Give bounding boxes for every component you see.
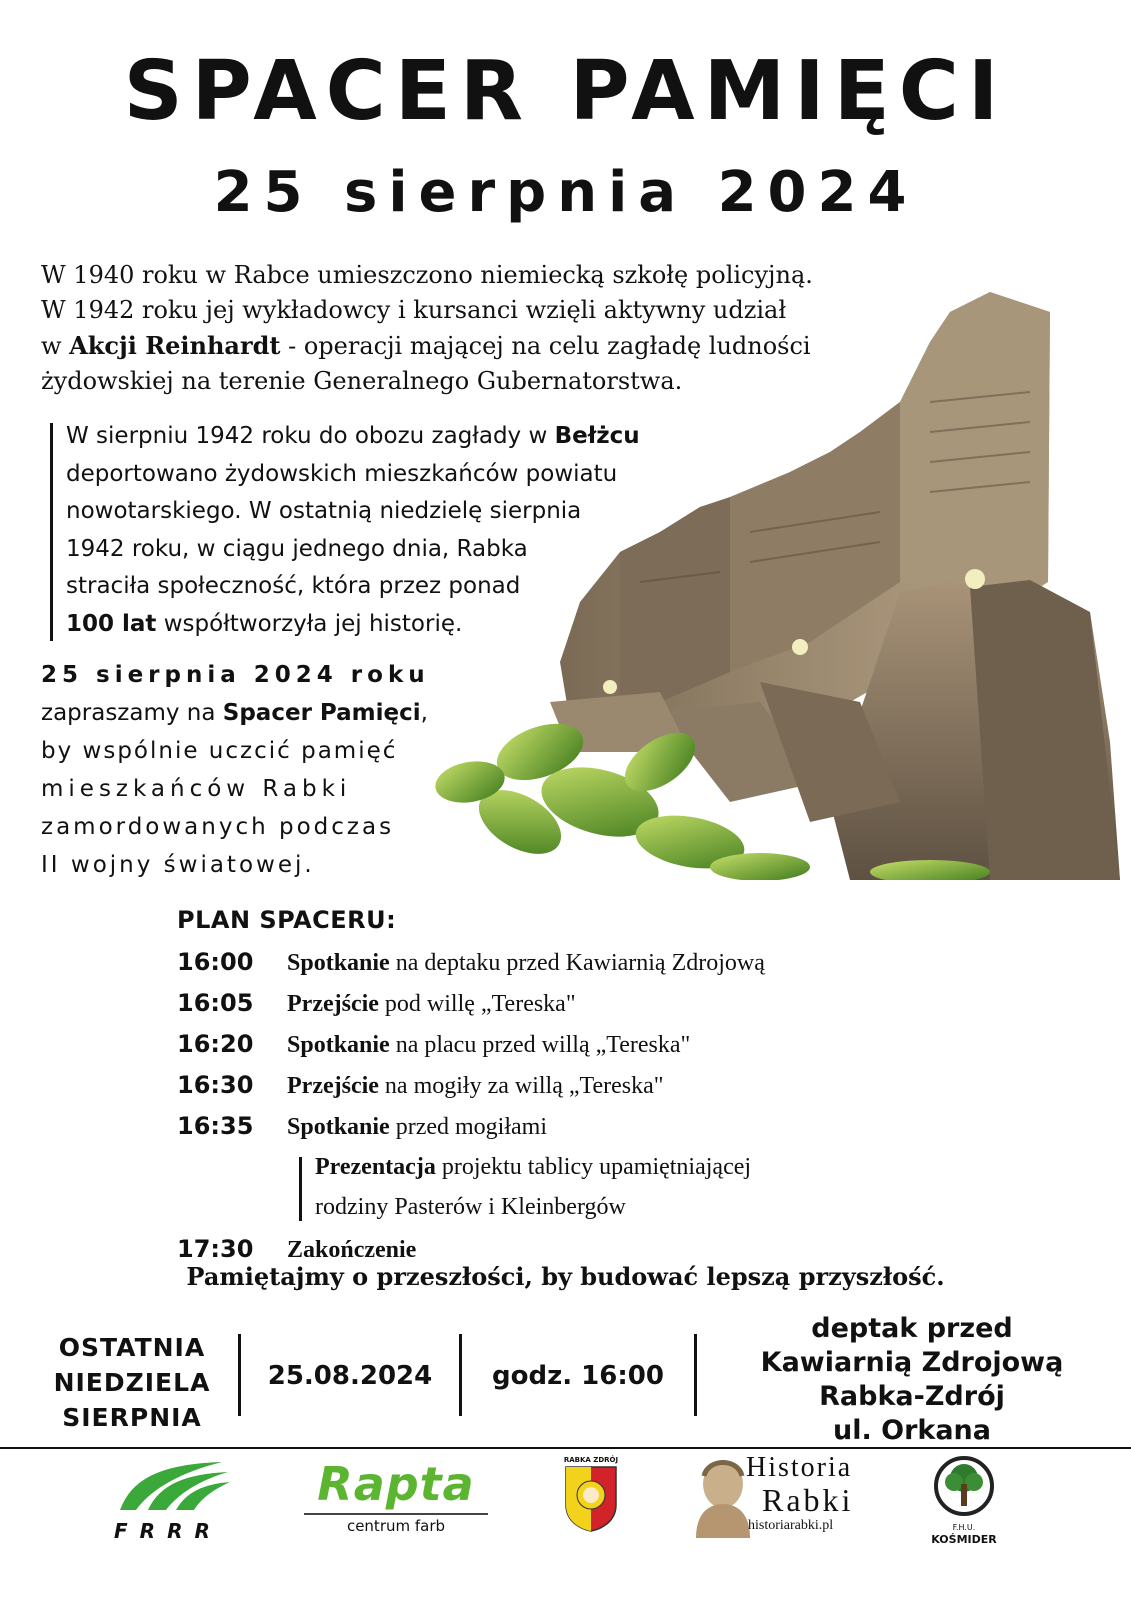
plan-action: Przejście — [287, 1073, 379, 1099]
info-divider — [459, 1334, 462, 1416]
crest-shield-icon — [562, 1465, 620, 1533]
info-when-line: OSTATNIA — [58, 1333, 206, 1362]
plan-text — [287, 984, 576, 1024]
plan-action: Spotkanie — [287, 1114, 390, 1140]
plan-detail: na mogiły za willą „Tereska" — [378, 1073, 664, 1099]
deportation-line — [66, 418, 640, 456]
plan-text — [287, 1025, 690, 1065]
deportation-line: nowotarskiego. W ostatnią niedzielę sierpnia — [66, 498, 582, 524]
plan-item — [177, 1065, 765, 1106]
plan-action: Spotkanie — [287, 1032, 390, 1058]
belzec-bold: Bełżcu — [554, 423, 640, 449]
historia-url: historiarabki.pl — [748, 1518, 834, 1533]
info-when-line: NIEDZIELA — [53, 1368, 211, 1397]
info-place-line: Kawiarnią Zdrojową — [760, 1347, 1064, 1378]
plan-action: Zakończenie — [287, 1237, 417, 1263]
frrr-logo — [112, 1458, 232, 1543]
tree-circle-icon — [924, 1454, 1004, 1518]
plan-detail: projektu tablicy upamiętniającej — [435, 1154, 752, 1180]
deportation-line: straciła społeczność, która przez ponad — [66, 573, 521, 599]
invitation-paragraph — [41, 656, 430, 884]
deportation-line — [66, 606, 640, 644]
plan-time: 16:30 — [177, 1071, 254, 1099]
info-place-line: ul. Orkana — [832, 1415, 992, 1446]
plan-text — [287, 1066, 664, 1106]
invitation-line — [41, 694, 430, 732]
crest-label: RABKA ZDRÓJ — [563, 1456, 619, 1464]
frrr-text: FRRR — [114, 1519, 222, 1543]
invitation-line: zamordowanych podczas — [41, 814, 395, 840]
plan-time: 16:00 — [177, 948, 254, 976]
rapta-subtitle: centrum farb — [346, 1517, 446, 1535]
plan-detail: na placu przed willą „Tereska" — [389, 1032, 691, 1058]
plan-item — [177, 942, 765, 983]
rabki-text: Rabki — [762, 1482, 854, 1518]
info-place-line: Rabka-Zdrój — [819, 1381, 1005, 1412]
intro-text: w — [41, 332, 70, 360]
hundred-years-bold: 100 lat — [66, 610, 157, 637]
walk-plan — [177, 900, 765, 1270]
intro-line: W 1940 roku w Rabce umieszczono niemiecką szkołę policyjną. — [41, 261, 813, 289]
invitation-line: mieszkańców Rabki — [41, 776, 352, 802]
plan-text — [287, 1107, 547, 1147]
plan-detail: przed mogiłami — [389, 1114, 547, 1140]
plan-item — [177, 983, 765, 1024]
plan-heading: PLAN SPACERU: — [177, 906, 397, 934]
plan-time: 17:30 — [177, 1235, 254, 1263]
footer-divider — [0, 1447, 1131, 1449]
kosmider-logo — [924, 1454, 1004, 1544]
motto: Pamiętajmy o przeszłości, by budować lepszą przyszłość. — [186, 1262, 945, 1291]
plan-time: 16:05 — [177, 989, 254, 1017]
quote-bar — [50, 423, 53, 641]
deportation-paragraph — [66, 418, 640, 643]
historia-text: Historia — [746, 1452, 853, 1483]
intro-text: - operacji mającej na celu zagładę ludności — [280, 332, 811, 360]
intro-line: W 1942 roku jej wykładowcy i kursanci wzięli aktywny udział — [41, 296, 787, 324]
plan-subitem — [177, 1147, 765, 1229]
info-place-line: deptak przed — [811, 1313, 1013, 1344]
kosmider-text: KOŚMIDER — [931, 1533, 997, 1546]
info-place — [712, 1312, 1112, 1448]
info-when — [22, 1330, 242, 1435]
info-divider — [694, 1334, 697, 1416]
deportation-line: deportowano żydowskich mieszkańców powiatu — [66, 460, 618, 487]
poster-title: SPACER PAMIĘCI — [123, 44, 1008, 139]
frrr-swoosh-icon — [112, 1458, 232, 1514]
plan-detail: na deptaku przed Kawiarnią Zdrojową — [389, 950, 765, 976]
deportation-text: współtworzyła jej historię. — [156, 610, 463, 637]
info-time: godz. 16:00 — [492, 1361, 664, 1391]
poster-date: 25 sierpnia 2024 — [213, 160, 918, 225]
invitation-date: 25 sierpnia 2024 roku — [41, 662, 430, 688]
plan-detail: pod willę „Tereska" — [378, 991, 576, 1017]
plan-time: 16:35 — [177, 1112, 254, 1140]
plan-text — [287, 943, 765, 983]
intro-line — [41, 328, 813, 364]
rabka-crest-logo — [562, 1455, 620, 1535]
info-date: 25.08.2024 — [267, 1361, 433, 1391]
plan-time: 16:20 — [177, 1030, 254, 1058]
plan-action: Spotkanie — [287, 950, 390, 976]
kosmider-top: F.H.U. — [952, 1523, 976, 1532]
historia-rabki-logo — [688, 1452, 868, 1542]
invitation-line: II wojny światowej. — [41, 852, 315, 878]
plan-item — [177, 1106, 765, 1147]
plan-subitem-line: rodziny Pasterów i Kleinbergów — [315, 1194, 626, 1220]
sub-bar — [299, 1157, 302, 1221]
deportation-text: W sierpniu 1942 roku do obozu zagłady w — [66, 423, 555, 449]
intro-paragraph — [41, 258, 813, 399]
deportation-line: 1942 roku, w ciągu jednego dnia, Rabka — [66, 535, 528, 562]
intro-line: żydowskiej na terenie Generalnego Gubernatorstwa. — [41, 367, 683, 395]
invitation-text: zapraszamy na — [41, 700, 223, 726]
info-when-line: SIERPNIA — [62, 1403, 202, 1432]
prezentacja-bold: Prezentacja — [315, 1154, 436, 1180]
spacer-pamieci-bold: Spacer Pamięci — [222, 700, 421, 726]
rapta-logo — [296, 1455, 496, 1541]
plan-subitem-line — [315, 1147, 765, 1187]
rapta-text: Rapta — [317, 1457, 475, 1511]
invitation-line: by wspólnie uczcić pamięć — [41, 738, 398, 764]
invitation-text: , — [420, 700, 428, 726]
akcja-reinhardt-bold: Akcji Reinhardt — [69, 331, 281, 360]
info-divider — [238, 1334, 241, 1416]
plan-action: Przejście — [287, 991, 379, 1017]
plan-item — [177, 1024, 765, 1065]
